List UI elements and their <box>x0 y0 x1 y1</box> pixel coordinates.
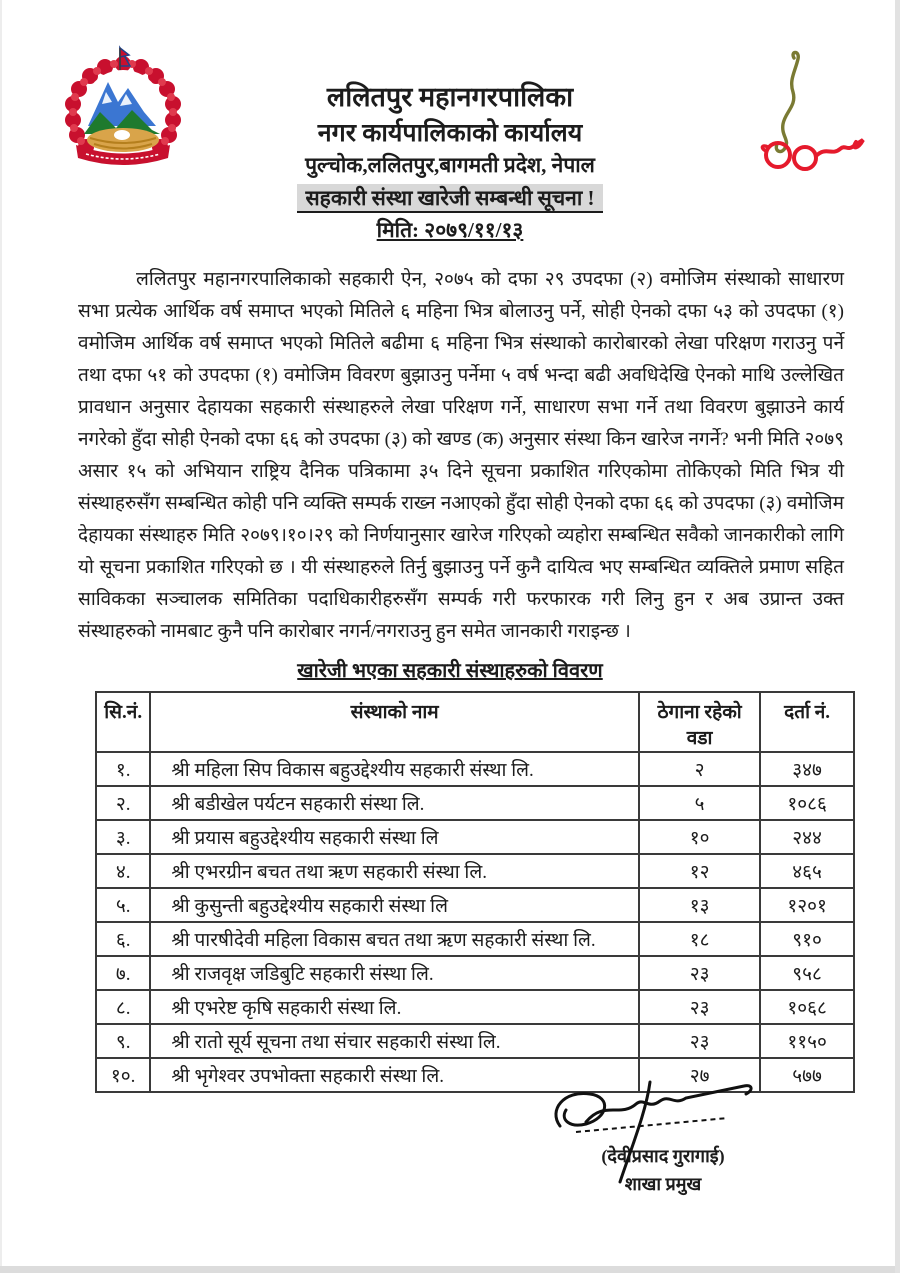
cell-name: श्री एभरेष्ट कृषि सहकारी संस्था लि. <box>150 990 639 1024</box>
signature-block <box>528 1078 798 1196</box>
cell-name: श्री बडीखेल पर्यटन सहकारी संस्था लि. <box>150 786 639 820</box>
notice-body-paragraph: ललितपुर महानगरपालिकाको सहकारी ऐन, २०७५ को दफा २९ उपदफा (२) वमोजिम संस्थाको साधारण सभा प्रत्येक आर्थिक वर्ष समाप्त भएको मितिले ६ महिना भित्र बोलाउनु पर्ने, सोही ऐनको दफा ५३ को उपदफा (१) वमोजिम आर्थिक वर्ष समाप्त भएको मितिले बढीमा ६ महिना भित्र संस्थाको कारोबारको लेखा परिक्षण गराउनु पर्ने तथा दफा ५१ को उपदफा (१) वमोजिम विवरण बुझाउनु पर्नेमा ५ वर्ष भन्दा बढी अवधिदेखि ऐनको माथि उल्लेखित प्रावधान अनुसार देहायका सहकारी संस्थाहरुले लेखा परिक्षण गर्ने, साधारण सभा गर्ने तथा विवरण बुझाउने कार्य नगरेको हुँदा सोही ऐनको दफा ६६ को उपदफा (३) को खण्ड (क) अनुसार संस्था किन खारेज नगर्ने? भनी मिति २०७९ असार १५ को अभियान राष्ट्रिय दैनिक पत्रिकामा ३५ दिने सूचना प्रकाशित गरिएकोमा तोकिएको मिति भित्र यी संस्थाहरुसँग सम्बन्धित कोही पनि व्यक्ति सम्पर्क राख्न नआएको हुँदा सोही ऐनको दफा ६६ को उपदफा (३) वमोजिम देहायका संस्थाहरु मिति २०७९।१०।२९ को निर्णयानुसार खारेज गरिएको व्यहोरा सम्बन्धित सवैको जानकारीको लागि यो सूचना प्रकाशित गरिएको छ । यी संस्थाहरुले तिर्नु बुझाउनु पर्ने कुनै दायित्व भए सम्बन्धित व्यक्तिले प्रमाण सहित साविकका सञ्चालक समितिका पदाधिकारीहरुसँग सम्पर्क गरी फरफारक गरी लिनु हुन र अब उप्रान्त उक्त संस्थाहरुको नामबाट कुनै पनि कारोबार नगर्न/नगराउनु हुन समेत जानकारी गराइन्छ । <box>78 269 844 642</box>
cell-ward: २३ <box>639 990 760 1024</box>
header-serial-number: सि.नं. <box>96 692 150 752</box>
cell-name: श्री महिला सिप विकास बहुउद्देश्यीय सहकारी संस्था लि. <box>150 752 639 786</box>
cell-serial: ८. <box>96 990 150 1024</box>
cell-reg: ९१० <box>760 922 854 956</box>
table-body <box>96 752 854 1092</box>
cell-reg: ४६५ <box>760 854 854 888</box>
cell-serial: १०. <box>96 1058 150 1092</box>
cell-ward: १८ <box>639 922 760 956</box>
cell-serial: ६. <box>96 922 150 956</box>
cell-ward: २७ <box>639 1058 760 1092</box>
cell-reg: १२०१ <box>760 888 854 922</box>
red-ink-flourish-icon <box>748 48 873 180</box>
cell-serial: ७. <box>96 956 150 990</box>
table-row <box>96 1024 854 1058</box>
nepal-emblem-icon <box>60 42 186 174</box>
municipality-name: ललितपुर महानगरपालिका <box>326 82 574 112</box>
cell-name: श्री भृगेश्वर उपभोक्ता सहकारी संस्था लि. <box>150 1058 639 1092</box>
cell-ward: १२ <box>639 854 760 888</box>
handwritten-signature-icon <box>546 1074 786 1186</box>
table-row <box>96 888 854 922</box>
cell-serial: ९. <box>96 1024 150 1058</box>
cell-name: श्री पारषीदेवी महिला विकास बचत तथा ऋण सहकारी संस्था लि. <box>150 922 639 956</box>
header-ward: ठेगाना रहेको वडा <box>639 692 760 752</box>
notice-title: सहकारी संस्था खारेजी सम्बन्धी सूचना ! <box>297 184 602 213</box>
cell-name: श्री एभरग्रीन बचत तथा ऋण सहकारी संस्था लि. <box>150 854 639 888</box>
notice-title-row <box>0 184 900 213</box>
cell-reg: २४४ <box>760 820 854 854</box>
office-name: नगर कार्यपालिकाको कार्यालय <box>317 120 583 147</box>
cell-serial: ५. <box>96 888 150 922</box>
notice-date: मिति: २०७९/११/१३ <box>376 218 524 242</box>
cell-ward: २ <box>639 752 760 786</box>
table-header-row <box>96 692 854 752</box>
header-registration-no: दर्ता नं. <box>760 692 854 752</box>
cancelled-cooperatives-table <box>95 691 855 1093</box>
header-organization-name: संस्थाको नाम <box>150 692 639 752</box>
cell-reg: ३४७ <box>760 752 854 786</box>
signatory-name: (देवीप्रसाद गुरागाई) <box>601 1146 725 1166</box>
cell-ward: ५ <box>639 786 760 820</box>
cell-name: श्री राजवृक्ष जडिबुटि सहकारी संस्था लि. <box>150 956 639 990</box>
cell-reg: ९५८ <box>760 956 854 990</box>
cell-name: श्री रातो सूर्य सूचना तथा संचार सहकारी संस्था लि. <box>150 1024 639 1058</box>
table-row <box>96 922 854 956</box>
cell-ward: १० <box>639 820 760 854</box>
table-row <box>96 786 854 820</box>
signatory-title: शाखा प्रमुख <box>624 1174 702 1194</box>
cell-serial: ३. <box>96 820 150 854</box>
table-header <box>96 692 854 752</box>
cell-serial: ४. <box>96 854 150 888</box>
document-header <box>0 0 900 258</box>
cell-name: श्री कुसुन्ती बहुउद्देश्यीय सहकारी संस्था लि <box>150 888 639 922</box>
office-address: पुल्चोक,ललितपुर,बागमती प्रदेश, नेपाल <box>305 153 595 177</box>
cell-ward: २३ <box>639 1024 760 1058</box>
cell-ward: १३ <box>639 888 760 922</box>
table-row <box>96 820 854 854</box>
cell-reg: १०८६ <box>760 786 854 820</box>
table-row <box>96 956 854 990</box>
table-row <box>96 854 854 888</box>
table-row <box>96 752 854 786</box>
cell-serial: १. <box>96 752 150 786</box>
cell-name: श्री प्रयास बहुउद्देश्यीय सहकारी संस्था लि <box>150 820 639 854</box>
table-row <box>96 990 854 1024</box>
cell-reg: ५७७ <box>760 1058 854 1092</box>
table-title: खारेजी भएका सहकारी संस्थाहरुको विवरण <box>297 660 603 682</box>
cell-reg: १०६८ <box>760 990 854 1024</box>
cell-ward: २३ <box>639 956 760 990</box>
cell-reg: ११५० <box>760 1024 854 1058</box>
cell-serial: २. <box>96 786 150 820</box>
